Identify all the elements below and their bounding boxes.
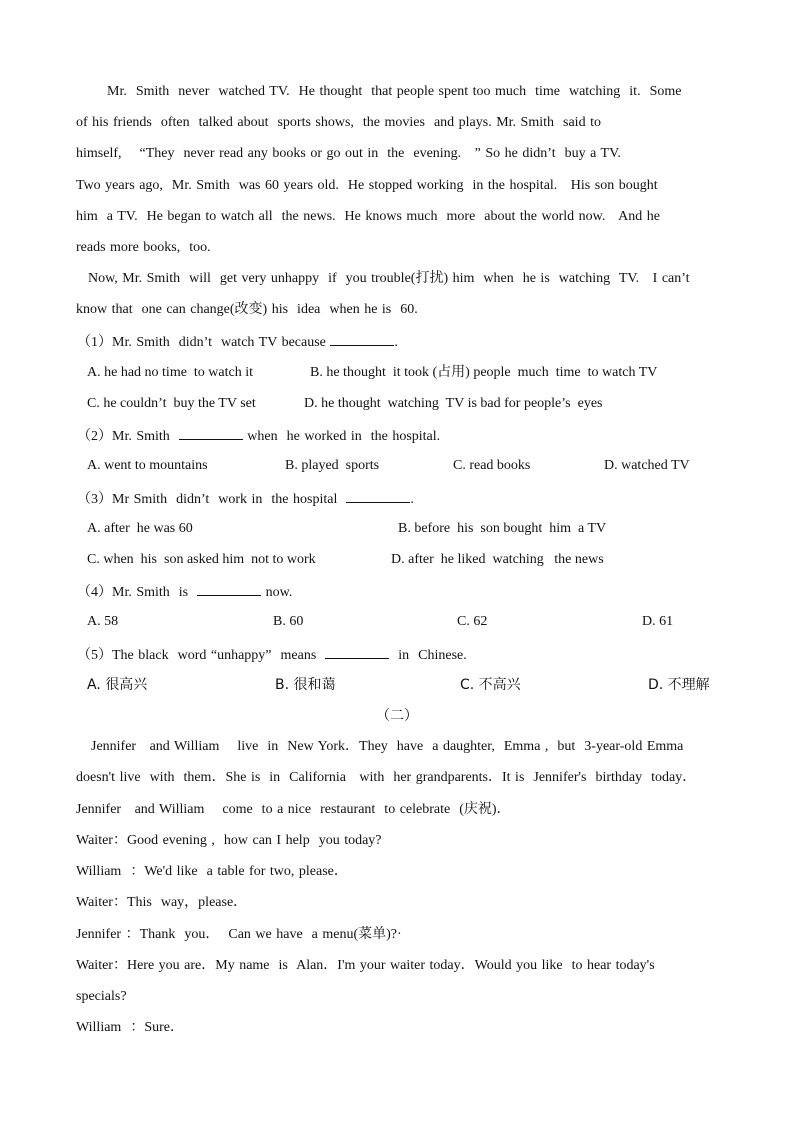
option-a: A. 很高兴 [87, 677, 148, 693]
dialogue-line: Waiter：Here you are．My name is Alan．I'm your waiter today．Would you like to hear today's [76, 958, 655, 973]
option-b: B. he thought it took (占用) people much time to watch TV [310, 365, 658, 380]
answer-blank [346, 488, 410, 503]
option-c: C. when his son asked him not to work [87, 552, 316, 567]
option-a: A. 58 [87, 614, 119, 629]
option-b: B. 很和蔼 [275, 677, 336, 693]
option-a: A. after he was 60 [87, 521, 193, 536]
question-stem [77, 644, 467, 666]
option-d: D. watched TV [604, 458, 690, 473]
answer-blank [325, 644, 389, 659]
option-c: C. read books [453, 458, 531, 473]
dialogue-line: William ：Sure． [76, 1020, 184, 1035]
dialogue-line: Waiter：Good evening , how can I help you today? [76, 833, 382, 848]
option-b: B. 60 [273, 614, 304, 629]
option-d: D. 不理解 [648, 677, 710, 693]
answer-blank [197, 581, 261, 596]
stem-text: . [394, 335, 398, 350]
stem-text: （4）Mr. Smith is [77, 585, 198, 600]
answer-blank [330, 331, 394, 346]
option-d: D. 61 [642, 614, 674, 629]
question-stem [77, 581, 292, 603]
stem-text: （1）Mr. Smith didn’t watch TV because [77, 335, 331, 350]
stem-text: when he worked in the hospital. [242, 429, 441, 444]
option-d: D. he thought watching TV is bad for people’s eyes [304, 396, 603, 411]
passage-line: doesn't live with them．She is in California with her grandparents．It is Jennifer's birthday today． [76, 770, 697, 785]
option-c: C. he couldn’t buy the TV set [87, 396, 256, 411]
passage-line: know that one can change(改变) his idea when he is 60. [76, 302, 418, 317]
passage-line: Now, Mr. Smith will get very unhappy if you trouble(打扰) him when he is watching TV. I can’t [88, 271, 690, 286]
option-b: B. played sports [285, 458, 380, 473]
passage-line: Jennifer and William come to a nice restaurant to celebrate (庆祝)． [76, 802, 511, 817]
question-stem [77, 488, 414, 510]
stem-text: now. [261, 585, 293, 600]
option-b: B. before his son bought him a TV [398, 521, 607, 536]
passage-line: Two years ago, Mr. Smith was 60 years old. He stopped working in the hospital. His son bought [76, 178, 658, 193]
passage-line: Jennifer and William live in New York．They have a daughter, Emma , but 3-year-old Emma [91, 739, 684, 754]
question-stem [77, 331, 398, 353]
dialogue-line: specials? [76, 989, 127, 1004]
dialogue-line: Waiter：This way，please． [76, 895, 248, 910]
section-heading: （二） [376, 708, 418, 724]
stem-text: in Chinese. [389, 648, 467, 663]
stem-text: （5）The black word “unhappy” means [77, 648, 326, 663]
answer-blank [179, 425, 243, 440]
option-c: C. 62 [457, 614, 488, 629]
stem-text: （2）Mr. Smith [77, 429, 179, 444]
passage-line: reads more books, too. [76, 240, 211, 255]
passage-line: himself, “They never read any books or go out in the evening. ” So he didn’t buy a TV. [76, 146, 621, 161]
option-c: C. 不高兴 [460, 677, 521, 693]
dialogue-line: Jennifer ：Thank you． Can we have a menu(菜单)?· [76, 927, 402, 942]
passage-line: of his friends often talked about sports shows, the movies and plays. Mr. Smith said to [76, 115, 601, 130]
stem-text: （3）Mr Smith didn’t work in the hospital [77, 492, 347, 507]
stem-text: . [410, 492, 414, 507]
option-d: D. after he liked watching the news [391, 552, 604, 567]
dialogue-line: William ：We'd like a table for two, please． [76, 864, 348, 879]
passage-line: Mr. Smith never watched TV. He thought that people spent too much time watching it. Some [107, 84, 682, 99]
question-stem [77, 425, 440, 447]
passage-line: him a TV. He began to watch all the news. He knows much more about the world now. And he [76, 209, 660, 224]
option-a: A. went to mountains [87, 458, 208, 473]
option-a: A. he had no time to watch it [87, 365, 254, 380]
